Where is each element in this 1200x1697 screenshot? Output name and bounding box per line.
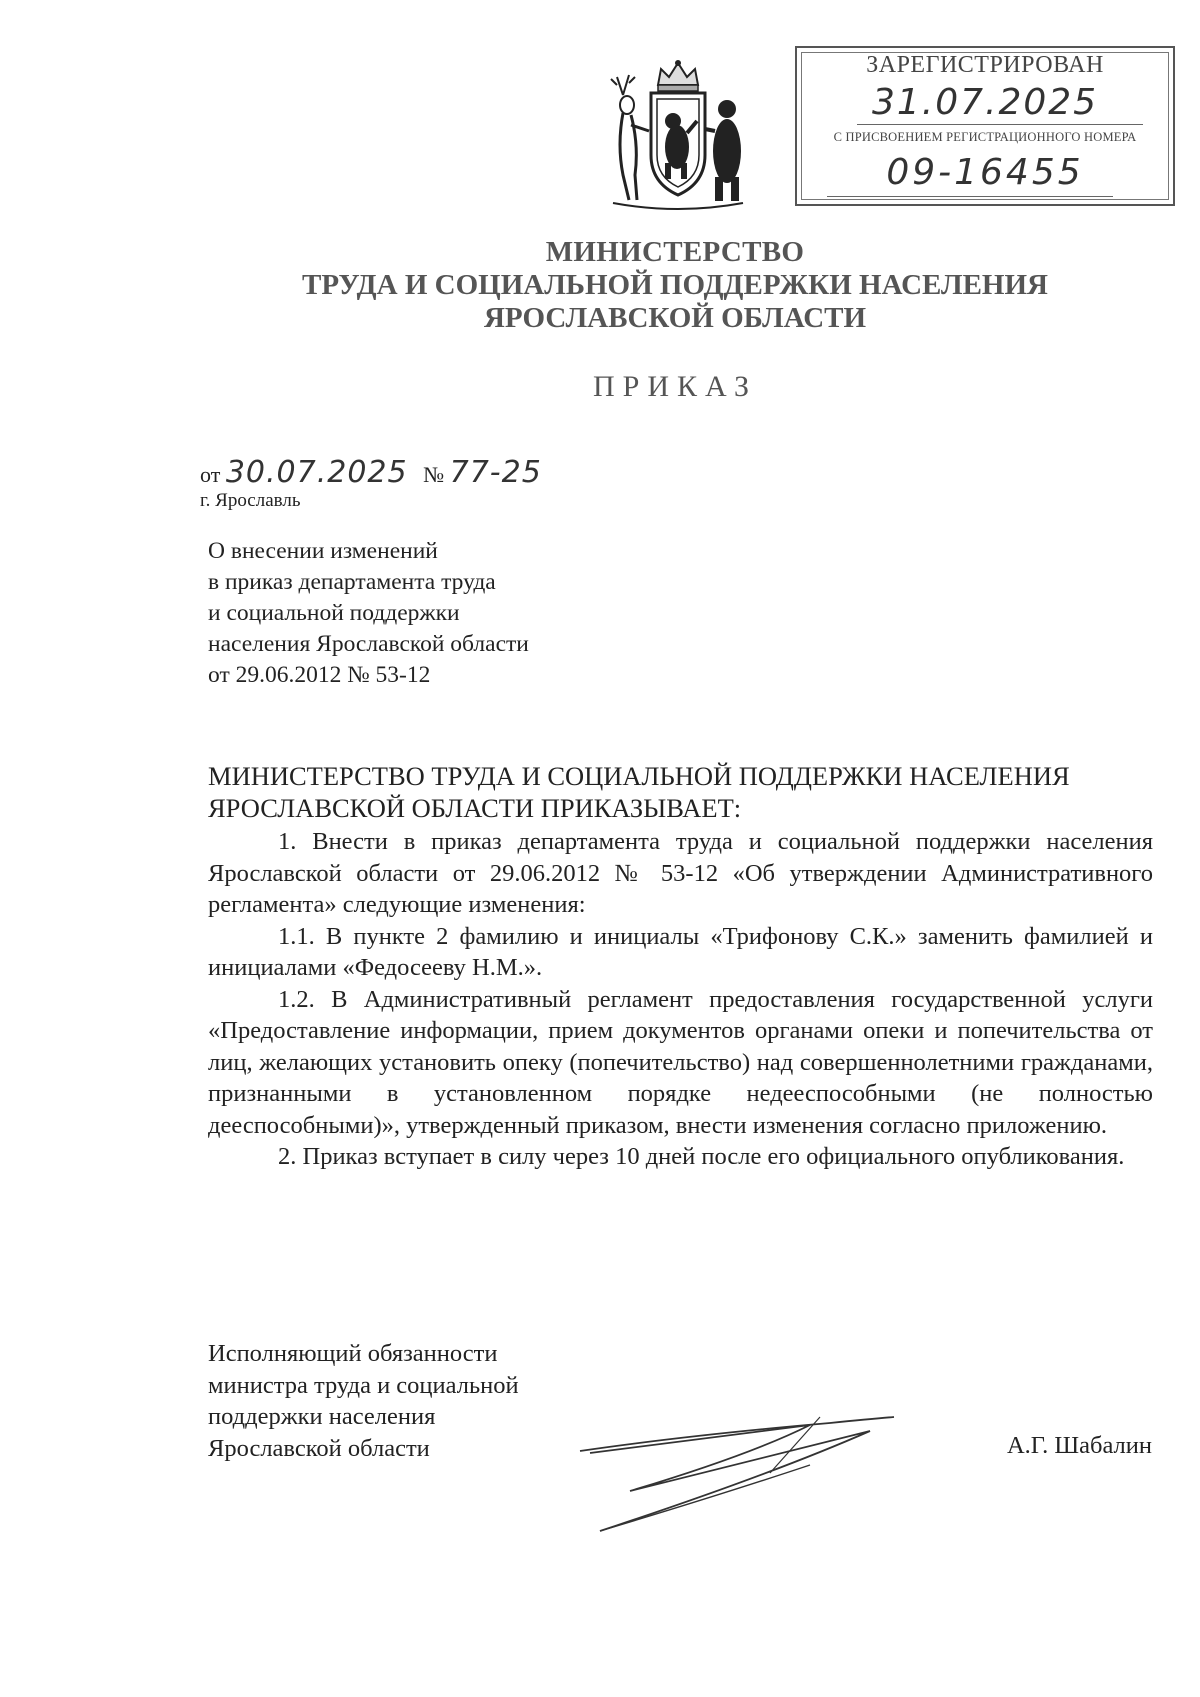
body-paragraph: 1.2. В Административный регламент предоставления государственной услуги «Предоставление информации, прием документов органами опеки и попечительства от лиц, желающих установить опеку (попечительство) над совершеннолетними гражданами, признанными в установленном порядке недееспособными (не полностью дееспособными)», утвержденный приказом, внести изменения согласно приложению. <box>208 985 1153 1139</box>
signatory-title <box>208 1338 519 1464</box>
header-line-2: ТРУДА И СОЦИАЛЬНОЙ ПОДДЕРЖКИ НАСЕЛЕНИЯ <box>302 269 1048 301</box>
stamp-divider-bottom <box>827 196 1113 197</box>
from-label: от <box>200 462 221 487</box>
body-paragraph: 1. Внести в приказ департамента труда и социальной поддержки населения Ярославской области от 29.06.2012 № 53-12 «Об утверждении Административного регламента» следующие изменения: <box>208 828 1153 918</box>
header-line-1: МИНИСТЕРСТВО <box>545 236 805 268</box>
subject-line: и социальной поддержки <box>208 600 460 626</box>
number-label: № <box>423 462 445 487</box>
stamp-registration-number: 09-16455 <box>886 152 1084 193</box>
handwritten-signature <box>570 1395 900 1535</box>
subject-line: О внесении изменений <box>208 538 438 564</box>
order-date: 30.07.2025 <box>225 455 408 490</box>
coat-of-arms-emblem <box>603 55 753 215</box>
stamp-subtitle: С ПРИСВОЕНИЕМ РЕГИСТРАЦИОННОГО НОМЕРА <box>833 130 1137 144</box>
body-preamble: МИНИСТЕРСТВО ТРУДА И СОЦИАЛЬНОЙ ПОДДЕРЖКИ НАСЕЛЕНИЯ ЯРОСЛАВСКОЙ ОБЛАСТИ ПРИКАЗЫВАЕТ: <box>208 761 1070 823</box>
registration-stamp <box>795 46 1175 206</box>
order-number: 77-25 <box>449 455 542 490</box>
stamp-divider <box>857 124 1143 125</box>
order-dateline <box>200 455 542 490</box>
signatory-title-line: министра труда и социальной <box>208 1371 519 1399</box>
signatory-title-line: Ярославской области <box>208 1434 430 1462</box>
signatory-title-line: Исполняющий обязанности <box>208 1340 498 1367</box>
subject-line: от 29.06.2012 № 53-12 <box>208 662 431 688</box>
document-type: ПРИКАЗ <box>593 370 757 403</box>
stamp-date: 31.07.2025 <box>871 82 1099 123</box>
order-subject <box>208 536 529 691</box>
body-paragraph: 1.1. В пункте 2 фамилию и инициалы «Трифонову С.К.» заменить фамилией и инициалами «Федосееву Н.М.». <box>208 922 1153 981</box>
city: г. Ярославль <box>200 490 301 511</box>
signatory-name: А.Г. Шабалин <box>1006 1432 1152 1459</box>
body-paragraph: 2. Приказ вступает в силу через 10 дней после его официального опубликования. <box>278 1143 1125 1170</box>
signatory-title-line: поддержки населения <box>208 1403 436 1430</box>
ministry-header <box>200 236 1150 335</box>
order-body <box>208 760 1153 1173</box>
subject-line: населения Ярославской области <box>208 631 529 657</box>
subject-line: в приказ департамента труда <box>208 569 496 595</box>
stamp-title: ЗАРЕГИСТРИРОВАН <box>866 52 1104 78</box>
header-line-3: ЯРОСЛАВСКОЙ ОБЛАСТИ <box>483 302 867 334</box>
